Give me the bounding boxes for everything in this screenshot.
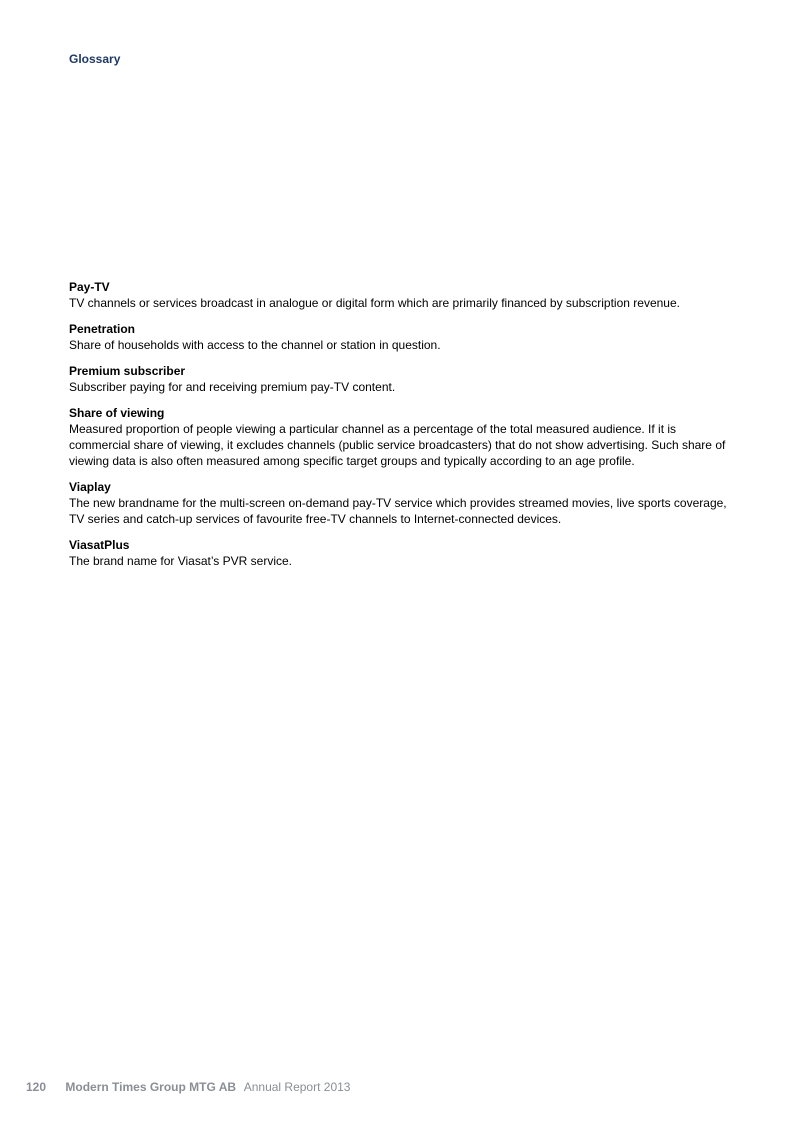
glossary-term: ViasatPlus [69,538,130,552]
glossary-term: Pay-TV [69,280,110,294]
glossary-list [69,280,739,580]
page-footer [26,1080,350,1094]
glossary-entry-premium-subscriber [69,364,739,395]
glossary-entry-share-of-viewing [69,406,739,469]
report-title: Annual Report 2013 [243,1080,351,1094]
glossary-term: Share of viewing [69,406,165,420]
page-number: 120 [26,1080,47,1094]
glossary-definition: Subscriber paying for and receiving premium pay-TV content. [69,380,396,394]
page-title: Glossary [69,52,121,66]
glossary-entry-viaplay [69,480,739,527]
glossary-term: Viaplay [69,480,111,494]
glossary-term: Penetration [69,322,136,336]
glossary-definition: TV channels or services broadcast in analogue or digital form which are primarily financed by subscription revenue. [69,296,680,310]
glossary-definition: The new brandname for the multi-screen on-demand pay-TV service which provides streamed movies, live sports coverage, TV series and catch-up services of favourite free-TV channels to Internet-connected devices. [69,496,727,526]
glossary-definition: The brand name for Viasat’s PVR service. [69,554,292,568]
glossary-term: Premium subscriber [69,364,186,378]
glossary-definition: Share of households with access to the channel or station in question. [69,338,441,352]
company-name: Modern Times Group MTG AB [65,1080,237,1094]
glossary-entry-viasatplus [69,538,739,569]
glossary-entry-pay-tv [69,280,739,311]
glossary-definition: Measured proportion of people viewing a particular channel as a percentage of the total measured audience. If it is commercial share of viewing, it excludes channels (public service broadcasters) that do not show advertising. Such share of viewing data is also often measured among specific target groups and typically according to an age profile. [69,422,726,468]
glossary-entry-penetration [69,322,739,353]
